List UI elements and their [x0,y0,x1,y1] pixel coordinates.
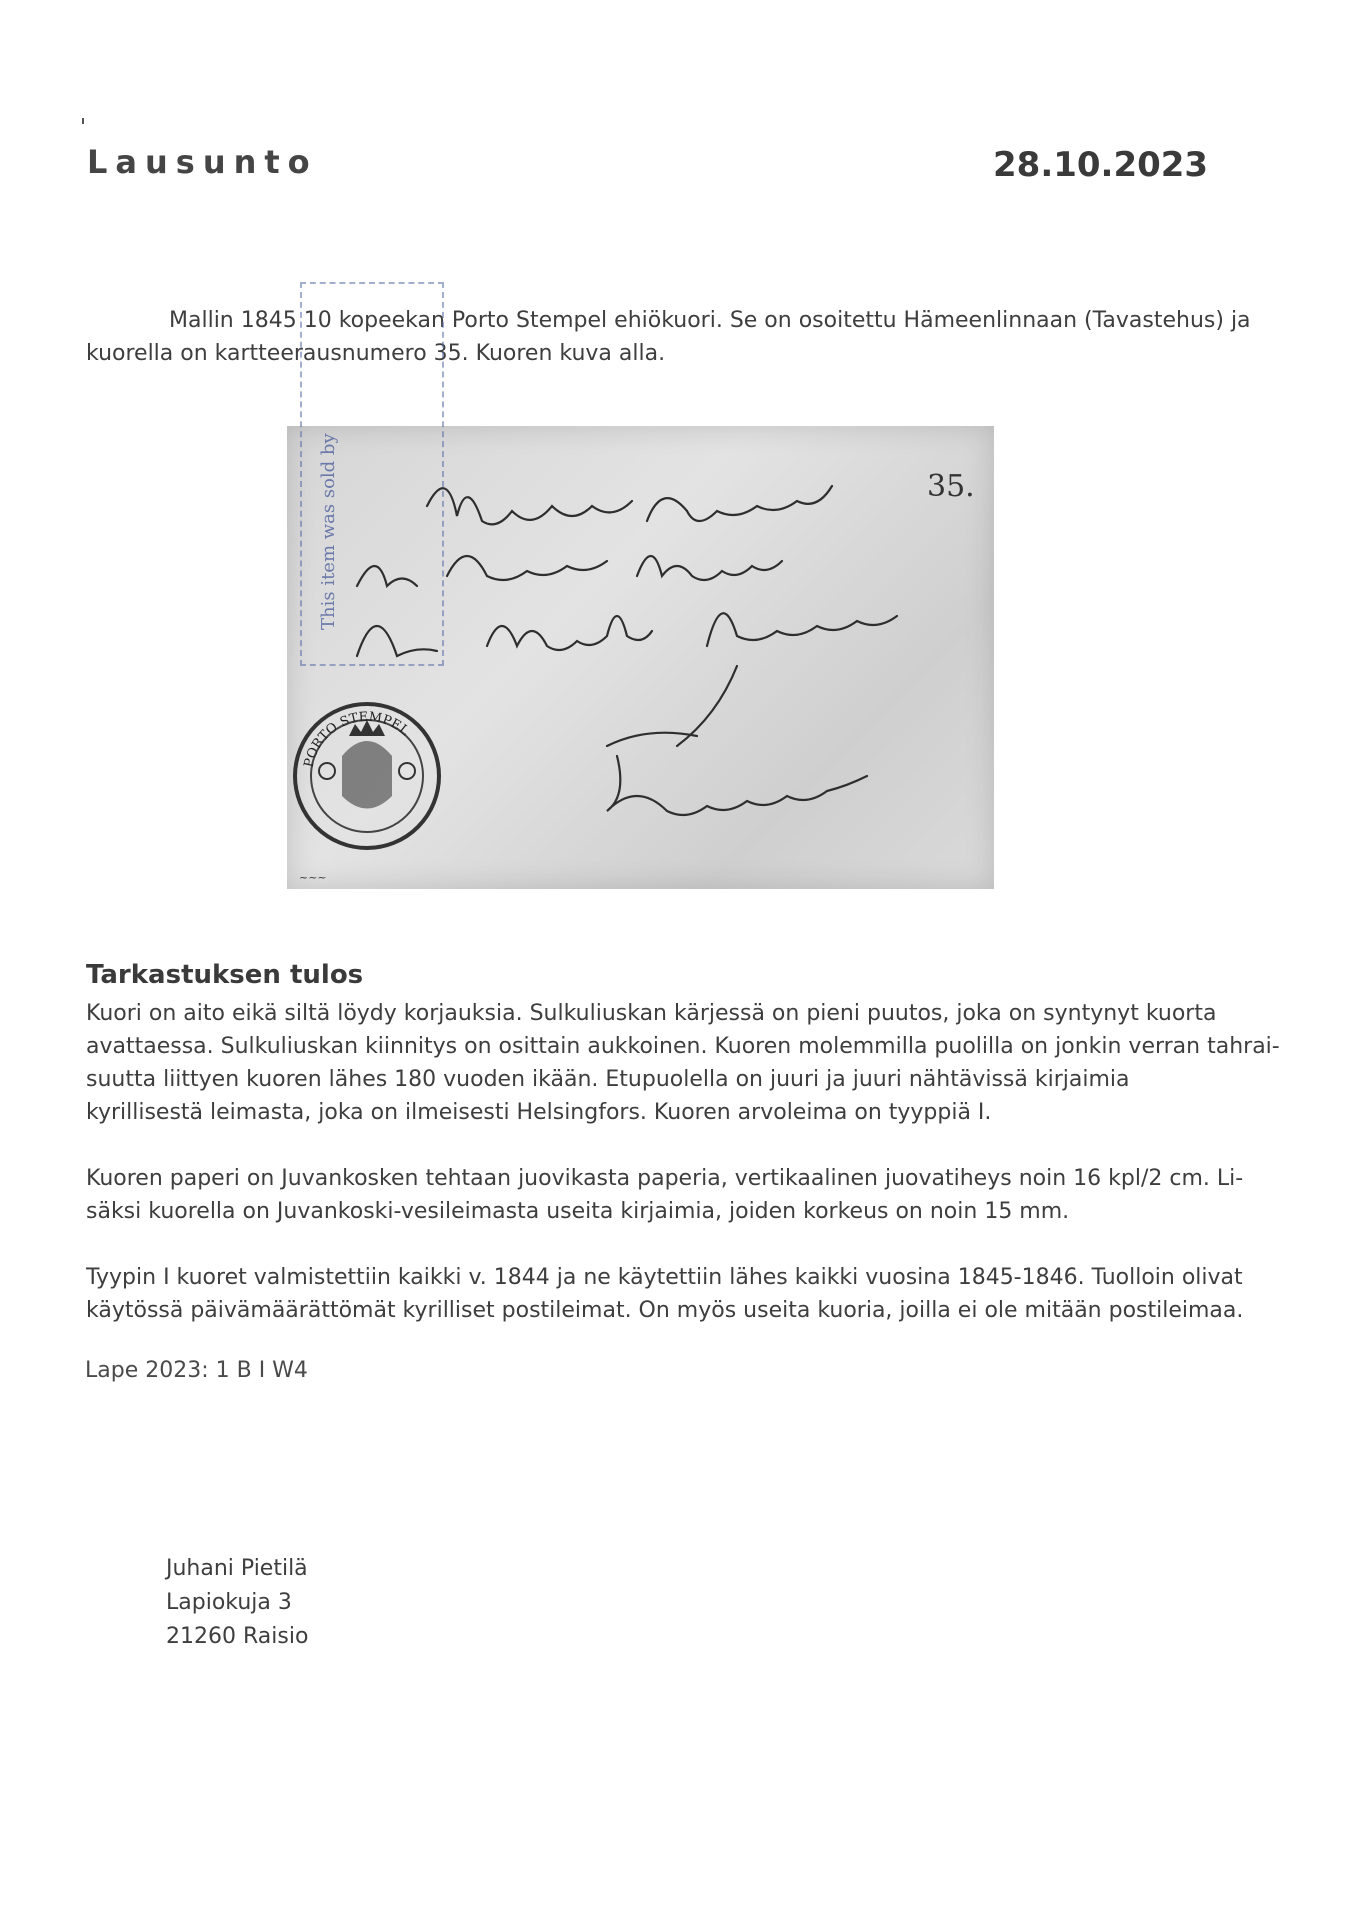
document-date: 28.10.2023 [993,145,1209,185]
porto-stempel-stamp [295,704,439,848]
carting-number: 35. [927,469,975,504]
signer-street: Lapiokuja 3 [166,1590,292,1615]
result-paragraph-3: Tyypin I kuoret valmistettiin kaikki v. 1844 ja ne käytettiin lähes kaikki vuosina 1845-1846. Tuolloin olivat käytössä päivämäärättömät kyrilliset postileimat. On myös useita kuoria, joilla ei ole mitään postileimaa. [86,1265,1244,1323]
result-paragraph-1: Kuori on aito eikä siltä löydy korjauksia. Sulkuliuskan kärjessä on pieni puutos, joka on syntynyt kuorta avattaessa. Sulkuliuskan kiinnitys on osittain aukkoinen. Kuoren molemmilla puolilla on jonkin verran tahrai- suutta liittyen kuoren lähes 180 vuoden ikään. Etupuolella on juuri ja juuri nähtävissä kirjaimia kyrillisestä leimasta, joka on ilmeisesti Helsingfors. Kuoren arvoleima on tyyppiä I. [86,1001,1280,1125]
stamp-text: PORTO STEMPEL [301,709,412,769]
result-heading: Tarkastuksen tulos [86,960,364,990]
catalog-reference: Lape 2023: 1 B I W4 [85,1358,308,1383]
signer-city: 21260 Raisio [166,1624,309,1649]
intro-paragraph: Mallin 1845 10 kopeekan Porto Stempel ehiökuori. Se on osoitettu Hämeenlinnaan (Tavastehus) ja kuorella on kartteerausnumero 35. Kuoren kuva alla. [86,308,1251,366]
signature-block [166,1552,308,1654]
signer-name: Juhani Pietilä [166,1556,308,1581]
scan-mark [82,118,84,124]
result-paragraph-2: Kuoren paperi on Juvankosken tehtaan juovikasta paperia, vertikaalinen juovatiheys noin 16 kpl/2 cm. Li- säksi kuorella on Juvankoski-vesileimasta useita kirjaimia, joiden korkeus on noin 15 mm. [86,1166,1244,1224]
auction-sticker-text: This item was sold by [318,433,339,630]
document-title: Lausunto [87,143,318,181]
stamp-caption: ~~~ [299,871,327,884]
